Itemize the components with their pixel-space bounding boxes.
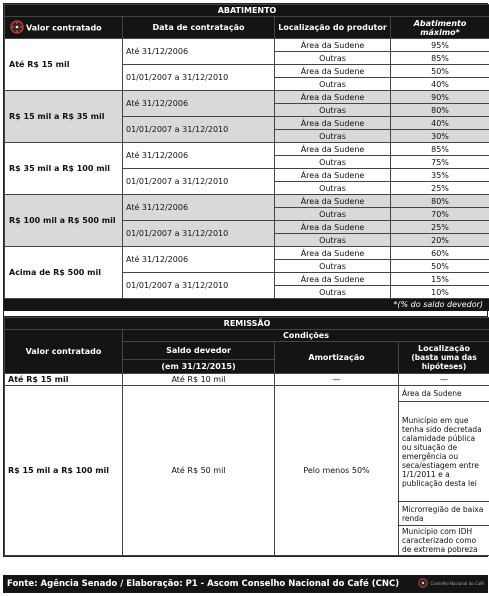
localizacao-cell: Área da Sudene — [275, 221, 391, 234]
abatimento-pct-cell: 15% — [391, 273, 489, 286]
remissao-header-localizacao-sub: (basta uma das hipóteses) — [411, 353, 477, 371]
abatimento-pct-cell: 85% — [391, 52, 489, 65]
abatimento-pct-cell: 40% — [391, 117, 489, 130]
footer-logo — [418, 578, 484, 588]
abatimento-row — [5, 39, 489, 52]
data-contratacao-cell: 01/01/2007 a 31/12/2010 — [123, 273, 275, 299]
remissao-localizacao-microrregiao: Microrregião de baixa renda — [399, 502, 489, 526]
abatimento-row — [5, 195, 489, 208]
footer-source-text: Fonte: Agência Senado / Elaboração: P1 - Ascom Conselho Nacional do Café (CNC) — [7, 579, 400, 589]
remissao-header-valor: Valor contratado — [5, 330, 123, 374]
localizacao-cell: Área da Sudene — [275, 273, 391, 286]
data-contratacao-cell: Até 31/12/2006 — [123, 39, 275, 65]
remissao-amortizacao-1: — — [275, 374, 399, 386]
abatimento-pct-cell: 50% — [391, 65, 489, 78]
data-contratacao-cell: 01/01/2007 a 31/12/2010 — [123, 169, 275, 195]
cnc-logo-icon — [10, 20, 24, 36]
localizacao-cell: Outras — [275, 130, 391, 143]
localizacao-cell: Outras — [275, 78, 391, 91]
data-contratacao-cell: Até 31/12/2006 — [123, 195, 275, 221]
valor-contratado-cell: Até R$ 15 mil — [5, 39, 123, 91]
abatimento-table — [4, 4, 489, 311]
abatimento-pct-cell: 90% — [391, 91, 489, 104]
header-valor-label: Valor contratado — [26, 23, 102, 32]
localizacao-cell: Outras — [275, 156, 391, 169]
remissao-header-localizacao — [399, 342, 489, 374]
data-contratacao-cell: 01/01/2007 a 31/12/2010 — [123, 65, 275, 91]
remissao-localizacao-1: — — [399, 374, 489, 386]
abatimento-pct-cell: 35% — [391, 169, 489, 182]
localizacao-cell: Área da Sudene — [275, 247, 391, 260]
localizacao-cell: Outras — [275, 286, 391, 299]
abatimento-pct-cell: 85% — [391, 143, 489, 156]
header-valor-contratado — [5, 17, 123, 39]
cnc-footer-logo-icon — [418, 578, 428, 588]
abatimento-row — [5, 143, 489, 156]
localizacao-cell: Outras — [275, 234, 391, 247]
abatimento-pct-cell: 70% — [391, 208, 489, 221]
remissao-row-1 — [5, 374, 489, 386]
abatimento-pct-cell: 50% — [391, 260, 489, 273]
valor-contratado-cell: R$ 35 mil a R$ 100 mil — [5, 143, 123, 195]
header-abatimento-label: Abatimento máximo* — [413, 18, 467, 37]
remissao-valor-2: R$ 15 mil a R$ 100 mil — [5, 386, 123, 556]
remissao-header-saldo: Saldo devedor — [123, 342, 275, 360]
abatimento-pct-cell: 25% — [391, 182, 489, 195]
abatimento-title: ABATIMENTO — [5, 5, 489, 17]
localizacao-cell: Área da Sudene — [275, 195, 391, 208]
localizacao-cell: Outras — [275, 52, 391, 65]
remissao-valor-1: Até R$ 15 mil — [5, 374, 123, 386]
abatimento-pct-cell: 20% — [391, 234, 489, 247]
data-contratacao-cell: 01/01/2007 a 31/12/2010 — [123, 117, 275, 143]
data-contratacao-cell: Até 31/12/2006 — [123, 143, 275, 169]
localizacao-cell: Área da Sudene — [275, 39, 391, 52]
remissao-localizacao-idh: Município com IDH caracterizado como de extrema pobreza — [399, 526, 489, 556]
valor-contratado-cell: R$ 100 mil a R$ 500 mil — [5, 195, 123, 247]
remissao-saldo-2: Até R$ 50 mil — [123, 386, 275, 556]
abatimento-pct-cell: 75% — [391, 156, 489, 169]
remissao-localizacao-calamidade: Município em que tenha sido decretada calamidade pública ou situação de emergência ou seca/estiagem entre 1/1/2011 e a publicação desta lei — [399, 402, 489, 502]
header-abatimento-maximo — [391, 17, 489, 39]
remissao-saldo-1: Até R$ 10 mil — [123, 374, 275, 386]
abatimento-section — [3, 3, 488, 557]
footer-source — [3, 575, 488, 593]
remissao-localizacao-sudene: Área da Sudene — [399, 386, 489, 402]
localizacao-cell: Outras — [275, 260, 391, 273]
footer-logo-text: Conselho Nacional do Café — [430, 580, 484, 586]
abatimento-pct-cell: 30% — [391, 130, 489, 143]
header-data-contratacao: Data de contratação — [123, 17, 275, 39]
localizacao-cell: Área da Sudene — [275, 117, 391, 130]
valor-contratado-cell: R$ 15 mil a R$ 35 mil — [5, 91, 123, 143]
abatimento-row — [5, 91, 489, 104]
remissao-title: REMISSÃO — [5, 318, 489, 330]
abatimento-pct-cell: 80% — [391, 195, 489, 208]
localizacao-cell: Área da Sudene — [275, 91, 391, 104]
remissao-header-amortizacao: Amortização — [275, 342, 399, 374]
data-contratacao-cell: Até 31/12/2006 — [123, 91, 275, 117]
remissao-table — [4, 317, 489, 556]
remissao-header-localizacao-label: Localização — [418, 344, 470, 353]
abatimento-pct-cell: 25% — [391, 221, 489, 234]
localizacao-cell: Outras — [275, 104, 391, 117]
localizacao-cell: Área da Sudene — [275, 143, 391, 156]
abatimento-pct-cell: 10% — [391, 286, 489, 299]
abatimento-pct-cell: 40% — [391, 78, 489, 91]
remissao-header-condicoes: Condições — [123, 330, 489, 342]
remissao-amortizacao-2: Pelo menos 50% — [275, 386, 399, 556]
abatimento-row — [5, 247, 489, 260]
abatimento-pct-cell: 80% — [391, 104, 489, 117]
localizacao-cell: Área da Sudene — [275, 169, 391, 182]
valor-contratado-cell: Acima de R$ 500 mil — [5, 247, 123, 299]
localizacao-cell: Outras — [275, 182, 391, 195]
localizacao-cell: Outras — [275, 208, 391, 221]
localizacao-cell: Área da Sudene — [275, 65, 391, 78]
remissao-header-saldo-sub: (em 31/12/2015) — [123, 360, 275, 374]
data-contratacao-cell: Até 31/12/2006 — [123, 247, 275, 273]
abatimento-pct-cell: 60% — [391, 247, 489, 260]
abatimento-pct-cell: 95% — [391, 39, 489, 52]
abatimento-note: *(% do saldo devedor) — [5, 299, 489, 311]
header-localizacao-produtor: Localização do produtor — [275, 17, 391, 39]
data-contratacao-cell: 01/01/2007 a 31/12/2010 — [123, 221, 275, 247]
remissao-row-2 — [5, 386, 489, 402]
